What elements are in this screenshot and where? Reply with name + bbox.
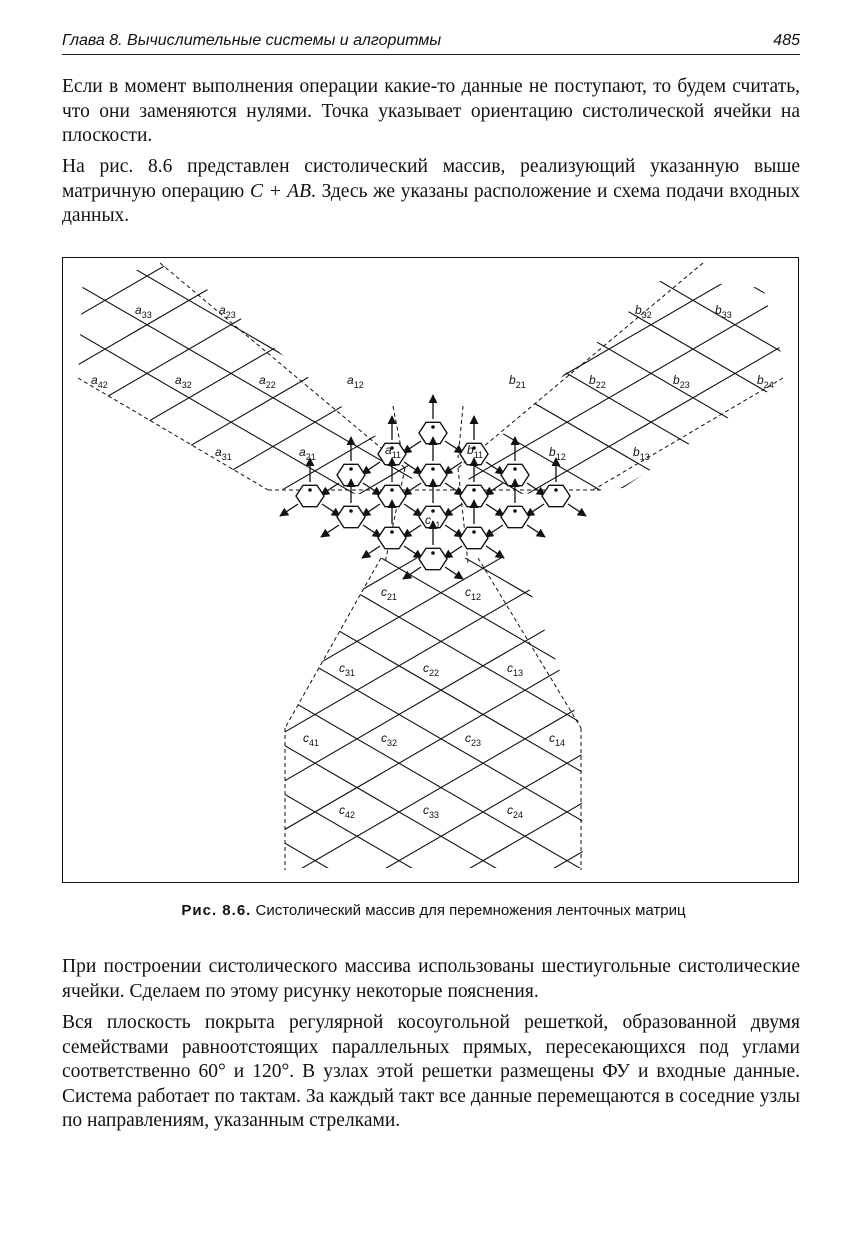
lattice-a-line — [63, 689, 797, 881]
label-c-element: $c_{11}$ — [425, 513, 441, 530]
label-a-element: $a_{21}$ — [299, 445, 316, 462]
label-c-element: $c_{13}$ — [507, 661, 524, 678]
output-arrow — [485, 483, 503, 495]
output-arrow — [322, 504, 340, 516]
output-arrow — [444, 462, 462, 474]
cell-orientation-dot — [513, 509, 517, 513]
cell-orientation-dot — [513, 467, 517, 471]
output-arrow — [403, 525, 421, 537]
lattice-c-line — [63, 258, 797, 399]
cell-orientation-dot — [349, 509, 353, 513]
label-c-element: $c_{42}$ — [339, 803, 356, 820]
paragraph-text-part: . Здесь же указаны расположение и схема подачи входных данных. — [62, 180, 800, 226]
cell-orientation-dot — [390, 530, 394, 534]
output-arrow — [362, 462, 380, 474]
lattice-a-line — [63, 880, 797, 881]
lattice-a-line — [63, 258, 797, 305]
lattice-b-line — [63, 734, 797, 881]
output-arrow — [321, 483, 339, 495]
running-header — [62, 30, 800, 55]
output-arrow — [444, 504, 462, 516]
systolic-array-figure — [62, 257, 799, 883]
cell-orientation-dot — [431, 551, 435, 555]
lattice-c-line — [63, 880, 797, 881]
lattice-b-line — [63, 689, 797, 881]
label-c-element: $c_{22}$ — [423, 661, 440, 678]
lattice-b-line — [63, 258, 797, 302]
cell-orientation-dot — [308, 488, 312, 492]
boundary-dashed-line — [285, 558, 381, 728]
lattice-a-line — [63, 588, 797, 881]
cell-orientation-dot — [472, 530, 476, 534]
label-a-element: $a_{31}$ — [215, 445, 232, 462]
label-a-element: $a_{33}$ — [135, 303, 152, 320]
cell-orientation-dot — [390, 488, 394, 492]
boundary-dashed-line — [78, 378, 268, 490]
label-c-element: $c_{23}$ — [465, 731, 482, 748]
paragraph-figure-intro — [62, 155, 800, 229]
label-c-element: $c_{32}$ — [381, 731, 398, 748]
lattice-c-line — [63, 258, 797, 643]
lattice-a-line — [63, 258, 797, 549]
cell-orientation-dot — [431, 509, 435, 513]
label-b-element: $b_{13}$ — [633, 445, 650, 462]
lattice-c-line — [63, 258, 797, 302]
lattice-a-line — [63, 258, 797, 302]
caption-text: Систолический массив для перемножения ленточных матриц — [255, 902, 686, 919]
label-c-element: $c_{14}$ — [549, 731, 566, 748]
label-a-element: $a_{12}$ — [347, 373, 364, 390]
lattice-b-line — [63, 783, 797, 881]
lattice-a-line — [63, 685, 797, 881]
lattice-c-line — [63, 588, 797, 881]
lattice-c-line — [63, 786, 797, 881]
output-arrow — [404, 504, 422, 516]
label-c-element: $c_{21}$ — [381, 585, 398, 602]
label-a-element: $a_{42}$ — [91, 373, 108, 390]
lattice-b-line — [63, 835, 797, 881]
label-a-element: $a_{11}$ — [385, 443, 402, 460]
paragraph-zero-data: Если в момент выполнения операции какие-то данные не поступают, то будем считать, что они заменяются нулями. Точка указывает ориентацию систолической ячейки на плоскости. — [62, 76, 800, 146]
label-b-element: $b_{23}$ — [673, 373, 690, 390]
output-arrow — [486, 504, 504, 516]
output-arrow — [321, 525, 339, 537]
lattice-a-line — [63, 786, 797, 881]
lattice-a-line — [63, 832, 797, 881]
paragraph-text-part: На рис. 8.6 представлен систолический массив, реализующий указанную выше матричную операцию — [62, 156, 800, 202]
output-arrow — [403, 567, 421, 579]
output-arrow — [362, 546, 380, 558]
systolic-array-diagram — [63, 258, 797, 881]
output-arrow — [486, 546, 504, 558]
figure-caption — [0, 902, 867, 919]
label-c-element: $c_{33}$ — [423, 803, 440, 820]
lattice-c-line — [63, 734, 797, 881]
output-arrow — [362, 504, 380, 516]
lattice-b-line — [63, 258, 797, 496]
lattice-c-line — [63, 832, 797, 881]
lattice-b-line — [63, 588, 797, 881]
lattice-b-line — [63, 258, 797, 643]
paragraph-lattice: Вся плоскость покрыта регулярной косоугольной решеткой, образованной двумя семействами равноотстоящих параллельных прямых, пересекающихся под углами соответственно 60° и 120°. В узлах этой решетки размещены ФУ и входные данные. Система работает по тактам. За каждый такт все данные перемещаются в соседние узлы по направлениям, указанным стрелками. — [62, 1012, 800, 1131]
lattice-b-line — [63, 344, 797, 837]
label-b-element: $b_{24}$ — [757, 373, 774, 390]
label-b-element: $b_{21}$ — [509, 373, 526, 390]
lattice-c-line — [63, 258, 797, 305]
lattice-a-line — [63, 299, 797, 792]
cell-orientation-dot — [431, 425, 435, 429]
formula-c-plus-ab: C + AB — [249, 180, 311, 202]
lattice-a-line — [63, 258, 797, 500]
lattice-a-line — [63, 734, 797, 881]
label-a-element: $a_{23}$ — [219, 303, 236, 320]
label-b-element: $b_{32}$ — [635, 303, 652, 320]
label-c-element: $c_{24}$ — [507, 803, 524, 820]
boundary-dashed-line — [160, 263, 405, 468]
lattice-c-line — [63, 299, 797, 792]
label-b-element: $b_{11}$ — [467, 443, 484, 460]
output-arrow — [445, 567, 463, 579]
lattice-a-line — [63, 258, 797, 646]
caption-number: Рис. 8.6. — [181, 902, 252, 919]
lattice-c-line — [63, 296, 797, 789]
lattice-c-line — [63, 689, 797, 881]
lattice-a-line — [63, 344, 797, 837]
lattice-b-line — [63, 685, 797, 881]
lattice-b-line — [63, 258, 797, 646]
lattice-b-line — [63, 258, 797, 500]
lattice-b-line — [63, 880, 797, 881]
paragraph-hex-cells: При построении систолического массива использованы шестиугольные систолические ячейки. Сделаем по этому рисунку некоторые пояснения. — [62, 956, 800, 1002]
cell-orientation-dot — [554, 488, 558, 492]
lattice-c-line — [63, 783, 797, 881]
output-arrow — [445, 441, 463, 453]
lattice-b-line — [63, 786, 797, 881]
label-a-element: $a_{32}$ — [175, 373, 192, 390]
cell-orientation-dot — [472, 488, 476, 492]
lattice-a-line — [63, 835, 797, 881]
label-b-element: $b_{12}$ — [549, 445, 566, 462]
label-c-element: $c_{12}$ — [465, 585, 482, 602]
output-arrow — [485, 525, 503, 537]
lattice-c-line — [63, 258, 797, 496]
lattice-b-line — [63, 258, 797, 549]
output-arrow — [403, 441, 421, 453]
lattice-a-line — [63, 258, 797, 496]
output-arrow — [527, 525, 545, 537]
output-arrow — [526, 504, 544, 516]
lattice-b-line — [63, 296, 797, 789]
output-arrow — [404, 546, 422, 558]
lattice-a-line — [63, 783, 797, 881]
lattice-c-line — [63, 685, 797, 881]
output-arrow — [404, 462, 422, 474]
lattice-a-line — [63, 258, 797, 399]
label-b-element: $b_{22}$ — [589, 373, 606, 390]
cell-orientation-dot — [349, 467, 353, 471]
output-arrow — [280, 504, 298, 516]
output-arrow — [403, 483, 421, 495]
boundary-dashed-line — [478, 558, 581, 728]
output-arrow — [568, 504, 586, 516]
lattice-a-line — [63, 258, 797, 643]
cell-orientation-dot — [431, 467, 435, 471]
lattice-b-line — [63, 258, 797, 399]
lattice-c-line — [63, 344, 797, 837]
lattice-c-line — [63, 258, 797, 500]
page-number: 485 — [773, 32, 800, 49]
label-a-element: $a_{22}$ — [259, 373, 276, 390]
chapter-title: Глава 8. Вычислительные системы и алгоритмы — [62, 32, 442, 49]
lattice-b-line — [63, 299, 797, 792]
label-c-element: $c_{31}$ — [339, 661, 356, 678]
label-c-element: $c_{41}$ — [303, 731, 320, 748]
lattice-b-line — [63, 832, 797, 881]
lattice-c-line — [63, 258, 797, 646]
output-arrow — [445, 525, 463, 537]
label-b-element: $b_{33}$ — [715, 303, 732, 320]
output-arrow — [363, 483, 381, 495]
output-arrow — [363, 525, 381, 537]
lattice-c-line — [63, 258, 797, 549]
lattice-b-line — [63, 258, 797, 305]
lattice-c-line — [63, 835, 797, 881]
output-arrow — [444, 546, 462, 558]
lattice-a-line — [63, 296, 797, 789]
